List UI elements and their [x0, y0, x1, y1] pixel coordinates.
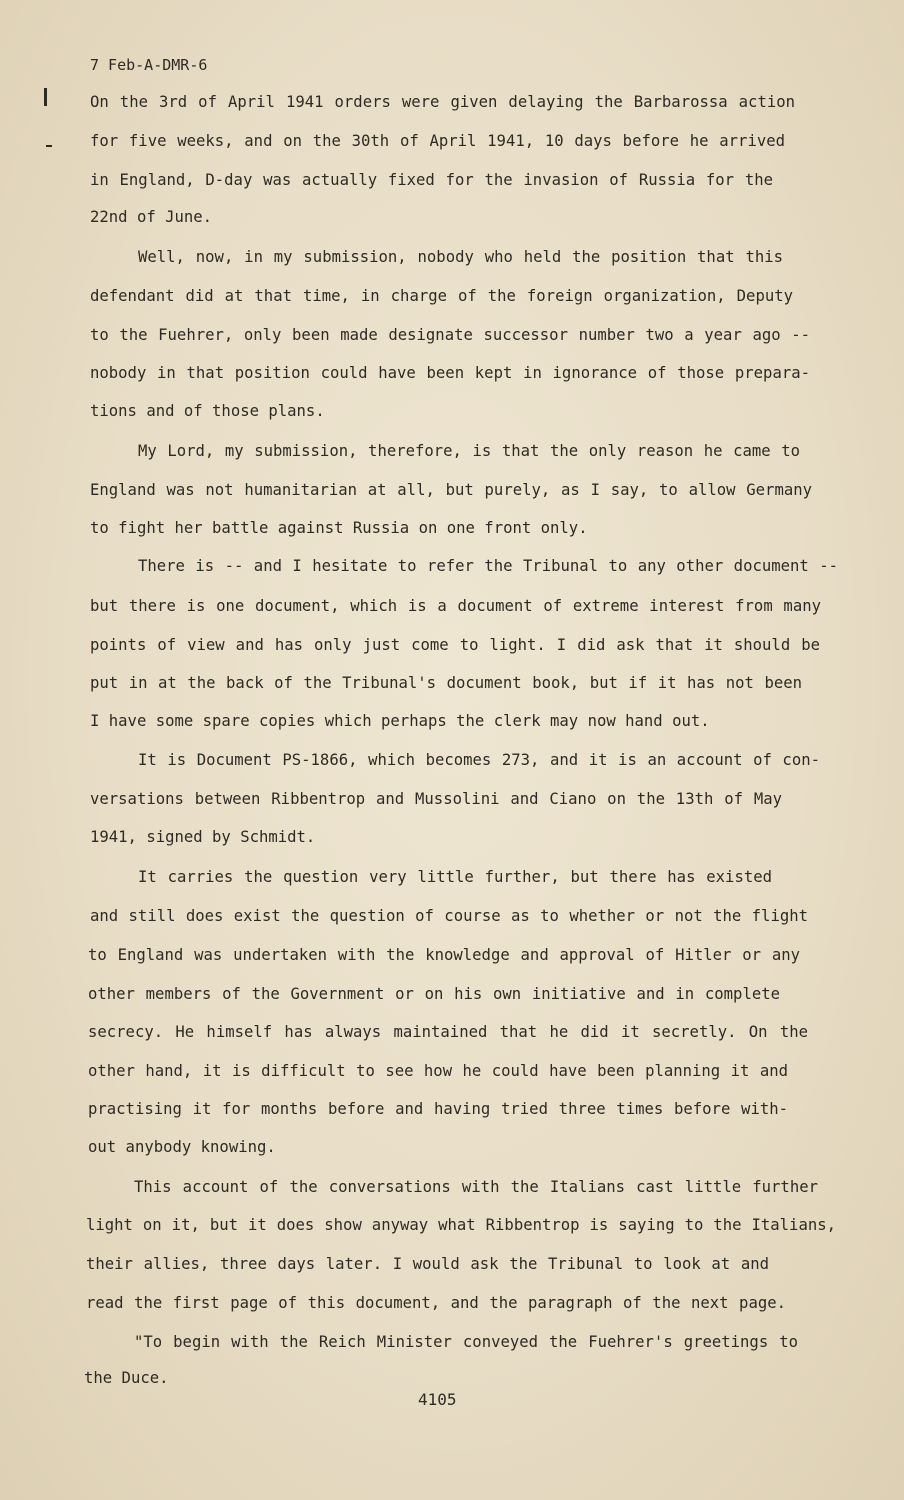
- page-number: 4105: [418, 1390, 457, 1409]
- margin-mark-bar: [44, 88, 47, 106]
- text-line: nobody in that position could have been kept in ignorance of those prepara-: [90, 364, 810, 382]
- text-line: practising it for months before and having tried three times before with-: [88, 1100, 788, 1118]
- margin-mark-dash: [46, 145, 52, 147]
- text-line: to the Fuehrer, only been made designate successor number two a year ago --: [90, 326, 810, 344]
- text-line: This account of the conversations with the Italians cast little further: [134, 1178, 818, 1196]
- text-line: versations between Ribbentrop and Mussolini and Ciano on the 13th of May: [90, 790, 782, 808]
- text-line: defendant did at that time, in charge of the foreign organization, Deputy: [90, 287, 793, 305]
- text-line: Well, now, in my submission, nobody who held the position that this: [138, 248, 783, 266]
- text-line: I have some spare copies which perhaps the clerk may now hand out.: [90, 712, 710, 730]
- text-line: There is -- and I hesitate to refer the Tribunal to any other document --: [138, 557, 838, 575]
- text-line: 22nd of June.: [90, 208, 213, 226]
- text-line: other hand, it is difficult to see how he could have been planning it and: [88, 1062, 788, 1080]
- text-line: England was not humanitarian at all, but purely, as I say, to allow Germany: [90, 481, 812, 499]
- text-line: 1941, signed by Schmidt.: [90, 828, 316, 846]
- text-line: On the 3rd of April 1941 orders were given delaying the Barbarossa action: [90, 93, 795, 111]
- text-line: points of view and has only just come to light. I did ask that it should be: [90, 636, 820, 654]
- text-line: out anybody knowing.: [88, 1138, 276, 1156]
- text-line: to fight her battle against Russia on one front only.: [90, 519, 588, 537]
- text-line: but there is one document, which is a document of extreme interest from many: [90, 597, 821, 615]
- text-line: light on it, but it does show anyway what Ribbentrop is saying to the Italians,: [86, 1216, 836, 1234]
- text-line: read the first page of this document, and the paragraph of the next page.: [86, 1294, 786, 1312]
- text-line: and still does exist the question of course as to whether or not the flight: [90, 907, 808, 925]
- text-line: secrecy. He himself has always maintained that he did it secretly. On the: [88, 1023, 808, 1041]
- text-line: tions and of those plans.: [90, 402, 325, 420]
- text-line: for five weeks, and on the 30th of April 1941, 10 days before he arrived: [90, 132, 785, 150]
- text-line: My Lord, my submission, therefore, is that the only reason he came to: [138, 442, 800, 460]
- text-line: "To begin with the Reich Minister conveyed the Fuehrer's greetings to: [134, 1333, 798, 1351]
- text-line: other members of the Government or on his own initiative and in complete: [88, 985, 780, 1003]
- text-line: the Duce.: [84, 1369, 169, 1387]
- header-reference: 7 Feb-A-DMR-6: [90, 56, 208, 74]
- text-line: It carries the question very little further, but there has existed: [138, 868, 772, 886]
- text-line: It is Document PS-1866, which becomes 273, and it is an account of con-: [138, 751, 820, 769]
- text-line: put in at the back of the Tribunal's document book, but if it has not been: [90, 674, 802, 692]
- text-line: their allies, three days later. I would ask the Tribunal to look at and: [86, 1255, 769, 1273]
- text-line: in England, D-day was actually fixed for the invasion of Russia for the: [90, 171, 773, 189]
- text-line: to England was undertaken with the knowledge and approval of Hitler or any: [88, 946, 800, 964]
